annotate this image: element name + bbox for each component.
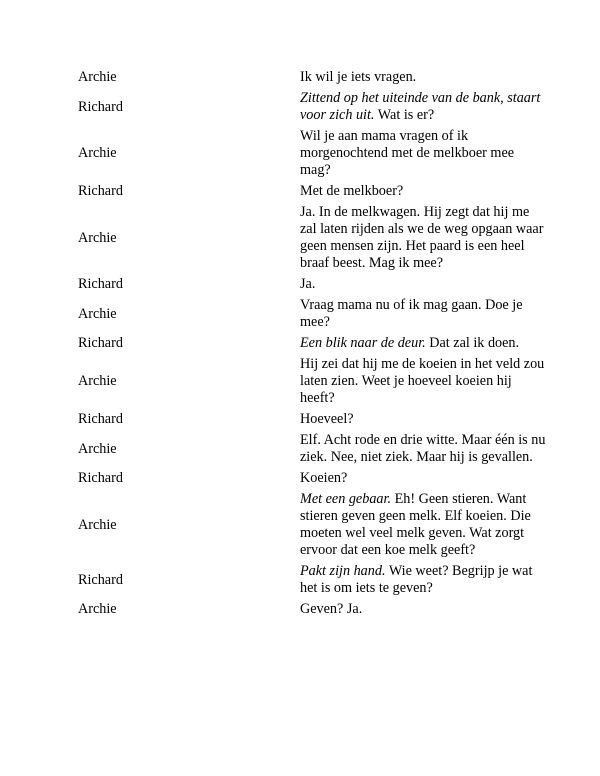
dialogue-line: [78, 333, 548, 354]
dialogue-text: [300, 468, 548, 489]
speech-text: Eh! Geen stieren. Want stieren geven geen melk. Elf koeien. Die moeten wel veel melk geven. Wat zorgt ervoor dat een koe melk geeft?: [300, 491, 531, 558]
dialogue-text: [300, 295, 548, 333]
speaker-name: Archie: [78, 229, 117, 246]
speaker-name: Archie: [78, 305, 117, 322]
stage-direction: Een blik naar de deur.: [300, 335, 426, 351]
dialogue-line: [78, 599, 548, 620]
speech-text: Elf. Acht rode en drie witte. Maar één is nu ziek. Nee, niet ziek. Maar hij is gevallen.: [300, 432, 546, 465]
speaker-name: Archie: [78, 516, 117, 533]
dialogue-text: [300, 88, 548, 126]
speech-text: Hij zei dat hij me de koeien in het veld zou laten zien. Weet je hoeveel koeien hij heeft?: [300, 356, 545, 406]
dialogue-text: [300, 274, 548, 295]
speaker-name: Archie: [78, 440, 117, 457]
speaker-name: Richard: [78, 335, 123, 351]
speaker-name: Richard: [78, 470, 123, 486]
speech-text: Wil je aan mama vragen of ik morgenochtend met de melkboer mee mag?: [300, 128, 515, 178]
dialogue-line: [78, 468, 548, 489]
speaker-name: Richard: [78, 276, 123, 292]
dialogue-line: [78, 561, 548, 599]
dialogue-line: [78, 430, 548, 468]
dialogue-line: [78, 126, 548, 181]
dialogue-line: [78, 88, 548, 126]
dialogue-line: [78, 354, 548, 409]
dialogue-text: [300, 333, 548, 354]
dialogue-line: [78, 181, 548, 202]
speaker-name: Archie: [78, 69, 117, 85]
speaker-name: Richard: [78, 183, 123, 199]
speech-text: Met de melkboer?: [300, 183, 404, 199]
dialogue-line: [78, 67, 548, 88]
speech-text: Geven? Ja.: [300, 601, 363, 617]
dialogue-line: [78, 489, 548, 561]
speech-text: Koeien?: [300, 470, 348, 486]
dialogue-text: [300, 409, 548, 430]
dialogue-text: [300, 202, 548, 274]
speaker-name: Archie: [78, 601, 117, 617]
dialogue-text: [300, 489, 548, 561]
dialogue-line: [78, 409, 548, 430]
stage-direction: Zittend op het uiteinde van de bank, staart voor zich uit.: [300, 90, 541, 123]
speech-text: Vraag mama nu of ik mag gaan. Doe je mee?: [300, 297, 523, 330]
dialogue-text: [300, 126, 548, 181]
dialogue-line: [78, 202, 548, 274]
dialogue-line: [78, 274, 548, 295]
speech-text: Dat zal ik doen.: [429, 335, 520, 351]
dialogue-text: [300, 561, 548, 599]
speech-text: Hoeveel?: [300, 411, 354, 427]
dialogue-text: [300, 430, 548, 468]
dialogue-text: [300, 181, 548, 202]
speaker-name: Richard: [78, 411, 123, 427]
dialogue-text: [300, 599, 548, 620]
speaker-name: Richard: [78, 98, 123, 115]
speaker-name: Archie: [78, 373, 117, 389]
dialogue-script: [78, 67, 548, 620]
speech-text: Ja. In de melkwagen. Hij zegt dat hij me zal laten rijden als we de weg opgaan waar geen mensen zijn. Het paard is een heel braaf beest. Mag ik mee?: [300, 204, 544, 271]
speaker-name: Richard: [78, 571, 123, 588]
speech-text: Ja.: [300, 276, 316, 292]
stage-direction: Pakt zijn hand.: [300, 563, 386, 579]
speech-text: Wat is er?: [377, 107, 435, 123]
dialogue-line: [78, 295, 548, 333]
dialogue-text: [300, 354, 548, 409]
speech-text: Wie weet? Begrijp je wat het is om iets te geven?: [300, 563, 533, 596]
speaker-name: Archie: [78, 145, 117, 161]
dialogue-text: [300, 67, 548, 88]
speech-text: Ik wil je iets vragen.: [300, 69, 417, 85]
stage-direction: Met een gebaar.: [300, 491, 392, 507]
